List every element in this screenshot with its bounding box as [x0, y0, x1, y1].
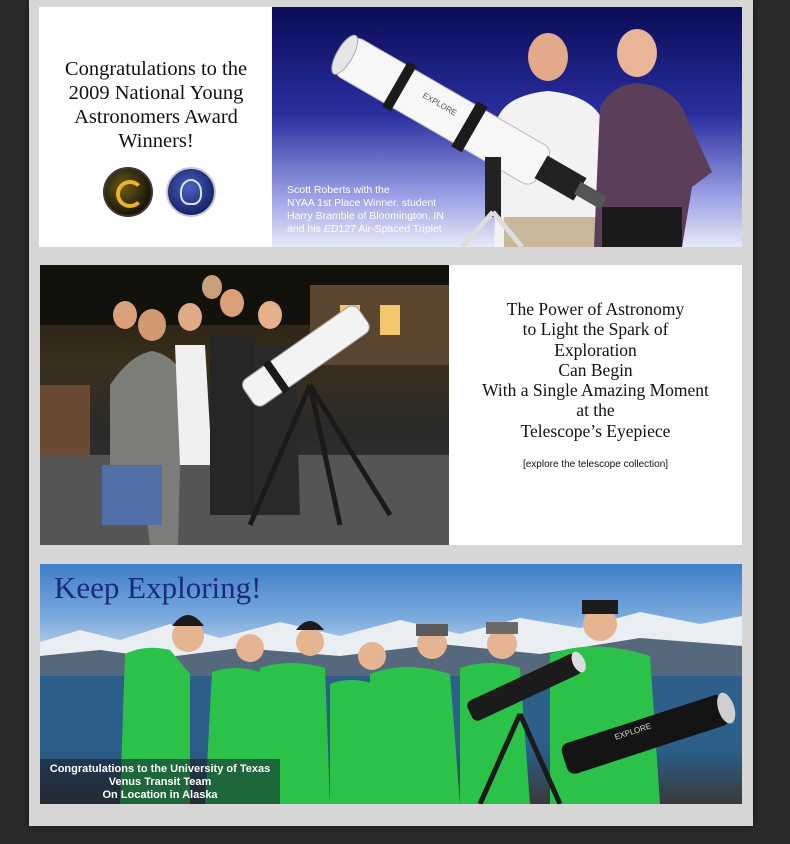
- keep-exploring-title: Keep Exploring!: [54, 570, 262, 605]
- window-light: [380, 305, 400, 335]
- venus-transit-caption: [40, 759, 280, 804]
- quote-line: at the: [576, 400, 615, 421]
- caption-line: Venus Transit Team: [108, 776, 212, 788]
- heading-line: Astronomers Award: [74, 106, 238, 128]
- nyaa-banner[interactable]: [39, 7, 742, 247]
- alaska-team-photo: [40, 564, 742, 804]
- quote-line: to Light the Spark of: [522, 319, 669, 340]
- person-jacket: [175, 345, 212, 465]
- person-jeans: [102, 465, 162, 525]
- quote-line: The Power of Astronomy: [506, 299, 685, 319]
- caption-line: Harry Bramble of Bloomington, IN: [287, 210, 444, 222]
- caption-line: [287, 223, 487, 236]
- quote-line: Can Begin: [558, 359, 633, 380]
- astronomy-spark-banner[interactable]: [40, 265, 742, 545]
- person-jacket: [210, 335, 260, 515]
- person-head: [528, 33, 568, 81]
- quote-line: Exploration: [554, 339, 637, 360]
- award-logo-icon: [103, 167, 153, 217]
- caption-line: Congratulations to the University of Texas: [49, 763, 271, 775]
- night-group-photo: [40, 265, 449, 545]
- heading-line: Winners!: [118, 130, 194, 152]
- person-head: [220, 289, 244, 317]
- telescope-brand-label: EXPLORE: [421, 90, 459, 118]
- caption-line: Scott Roberts with the: [287, 184, 390, 196]
- person-head: [617, 29, 657, 77]
- caption-line: NYAA 1st Place Winner. student: [287, 197, 437, 209]
- heading-line: Congratulations to the: [64, 58, 248, 80]
- night-scene: [40, 265, 449, 545]
- astronomy-quote: [457, 299, 734, 441]
- planter: [40, 385, 90, 455]
- caption-suffix: 127 Air-Spaced Triplet: [338, 223, 442, 235]
- caption-line: On Location in Alaska: [102, 789, 218, 801]
- keep-exploring-banner[interactable]: [40, 564, 742, 804]
- explore-telescope-collection-link[interactable]: [explore the telescope collection]: [522, 459, 669, 470]
- astronomical-league-seal-icon: [166, 167, 216, 217]
- person-head: [202, 275, 222, 299]
- nyaa-photo: [272, 7, 742, 247]
- nyaa-heading: [45, 57, 267, 153]
- person-head: [138, 309, 166, 341]
- person-head: [178, 303, 202, 331]
- quote-line: Telescope’s Eyepiece: [520, 420, 671, 441]
- heading-line: 2009 National Young: [68, 82, 244, 104]
- caption-prefix: and his: [287, 223, 324, 235]
- telescope-brand-label: EXPLORE: [613, 721, 653, 742]
- quote-line: With a Single Amazing Moment: [482, 380, 709, 401]
- tripod-post: [485, 157, 501, 217]
- caption-italic: ED: [323, 223, 339, 235]
- person-head: [258, 301, 282, 329]
- person-head: [113, 301, 137, 329]
- person-pants: [602, 207, 682, 247]
- nyaa-text-block: [39, 7, 272, 247]
- nyaa-caption: [287, 184, 487, 236]
- astronomy-text-block: [449, 265, 742, 545]
